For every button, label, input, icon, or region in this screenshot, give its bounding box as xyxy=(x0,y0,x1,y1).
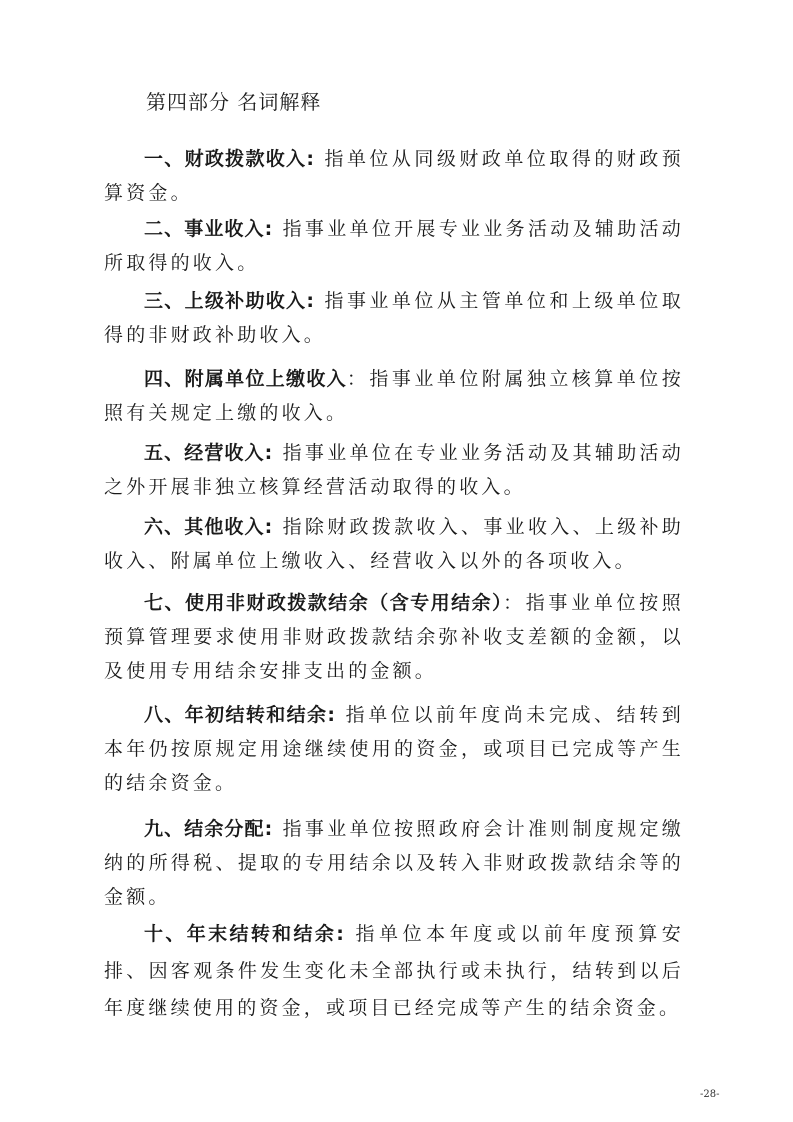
term-paragraph-3 xyxy=(104,284,684,352)
term-paragraph-10 xyxy=(104,916,684,1027)
term-paragraph-1 xyxy=(104,142,684,210)
term-label: 七、使用非财政拨款结余（含专用结余） xyxy=(144,592,504,614)
term-paragraph-8 xyxy=(104,698,684,800)
term-label: 五、经营收入: xyxy=(144,442,274,464)
page-title: 第四部分 名词解释 xyxy=(146,90,322,114)
term-label: 三、上级补助收入: xyxy=(144,290,315,312)
term-label: 四、附属单位上缴收入 xyxy=(144,368,347,390)
page-number: -28- xyxy=(700,1089,720,1100)
term-definition: 指除财政拨款收入、事业收入、上级补助收入、附属单位上缴收入、经营收入以外的各项收入。 xyxy=(104,516,685,572)
term-label: 九、结余分配: xyxy=(144,818,274,840)
term-paragraph-2 xyxy=(104,212,684,280)
term-definition: 指单位从同级财政单位取得的财政预算资金。 xyxy=(104,148,684,204)
term-definition: ：指事业单位附属独立核算单位按照有关规定上缴的收入。 xyxy=(104,368,684,424)
term-paragraph-9 xyxy=(104,812,684,914)
term-label: 六、其他收入: xyxy=(144,516,274,538)
term-paragraph-6 xyxy=(104,510,684,578)
term-definition: 指事业单位开展专业业务活动及辅助活动所取得的收入。 xyxy=(104,218,685,274)
term-paragraph-5 xyxy=(104,436,684,504)
term-label: 一、财政拨款收入: xyxy=(144,148,315,170)
term-paragraph-4 xyxy=(104,362,684,430)
term-definition: 指事业单位从主管单位和上级单位取得的非财政补助收入。 xyxy=(104,290,684,346)
term-paragraph-7 xyxy=(104,586,684,688)
term-label: 十、年末结转和结余: xyxy=(144,923,345,945)
term-label: 八、年初结转和结余: xyxy=(144,704,337,726)
term-definition: 指事业单位按照政府会计准则制度规定缴纳的所得税、提取的专用结余以及转入非财政拨款结余等的金额。 xyxy=(104,818,685,908)
term-definition: 指事业单位在专业业务活动及其辅助活动之外开展非独立核算经营活动取得的收入。 xyxy=(104,442,685,498)
term-definition: 指单位以前年度尚未完成、结转到本年仍按原规定用途继续使用的资金，或项目已完成等产生的结余资金。 xyxy=(104,704,684,794)
term-label: 二、事业收入: xyxy=(144,218,274,240)
term-definition: 指单位本年度或以前年度预算安排、因客观条件发生变化未全部执行或未执行，结转到以后年度继续使用的资金，或项目已经完成等产生的结余资金。 xyxy=(104,923,684,1019)
term-definition: ：指事业单位按照预算管理要求使用非财政拨款结余弥补收支差额的金额，以及使用专用结余安排支出的金额。 xyxy=(104,592,684,682)
